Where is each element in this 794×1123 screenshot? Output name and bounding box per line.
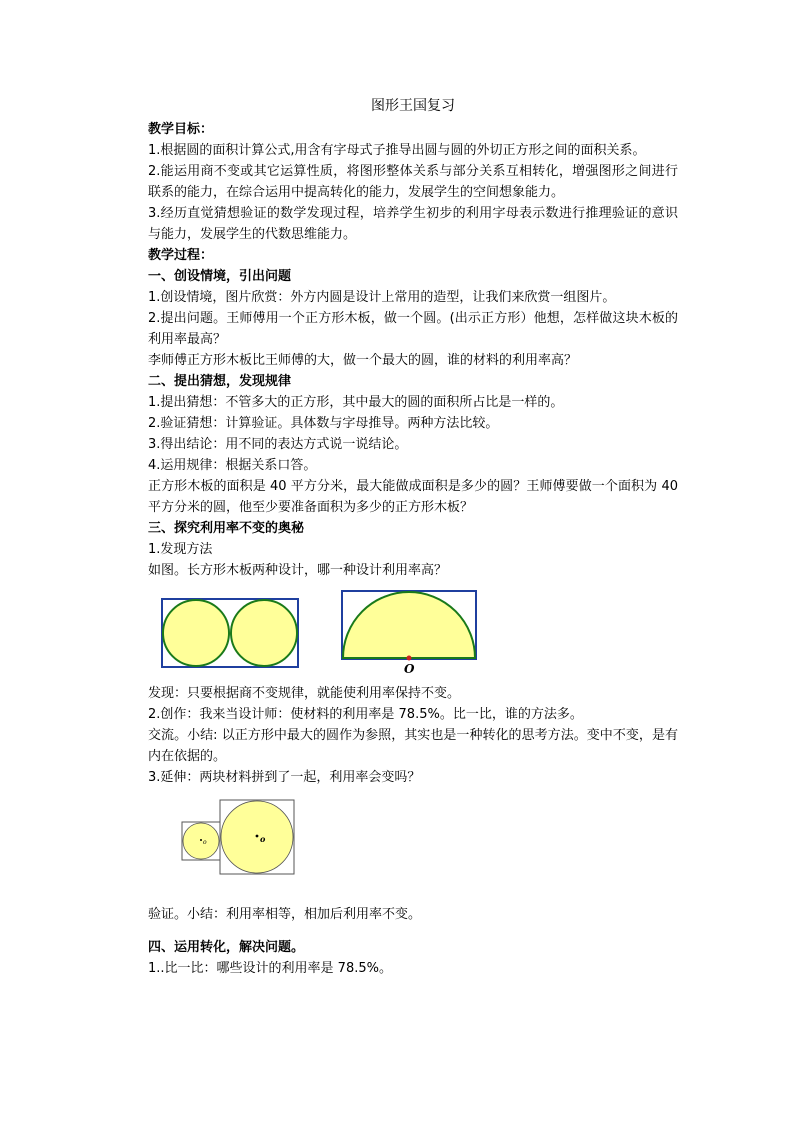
- figure-rectangle-designs: [148, 587, 678, 679]
- process-heading: 教学过程：: [148, 248, 214, 263]
- large-circle-label: o: [260, 834, 266, 844]
- section2-item: 1.提出猜想：不管多大的正方形，其中最大的圆的面积所占比是一样的。: [148, 395, 564, 410]
- section3-after-item: 2.创作：我来当设计师：使材料的利用率是 78.5%。比一比，谁的方法多。: [148, 707, 583, 722]
- section2-item: 4.运用规律：根据关系口答。: [148, 458, 317, 473]
- design1-circle-left: [163, 600, 229, 666]
- figure-combined-squares: [148, 796, 678, 896]
- objectives-heading: 教学目标：: [148, 122, 214, 137]
- combined-squares-svg: [178, 796, 308, 892]
- section2-item: 3.得出结论：用不同的表达方式说一说结论。: [148, 437, 408, 452]
- design2-center-point: [407, 656, 412, 661]
- section2-item: 2.验证猜想：计算验证。具体数与字母推导。两种方法比较。: [148, 416, 499, 431]
- section1-heading: 一、创设情境，引出问题: [148, 269, 292, 284]
- objective-item: 3.经历直觉猜想验证的数学发现过程，培养学生初步的利用字母表示数进行推理验证的意识与能力，发展学生的代数思维能力。: [148, 206, 678, 242]
- section3-item: 1.发现方法: [148, 542, 213, 557]
- objective-item: 1.根据圆的面积计算公式,用含有字母式子推导出圆与圆的外切正方形之间的面积关系。: [148, 143, 646, 158]
- document-content: [148, 96, 678, 979]
- objective-item: 2.能运用商不变或其它运算性质，将图形整体关系与部分关系互相转化，增强图形之间进行联系的能力，在综合运用中提高转化的能力，发展学生的空间想象能力。: [148, 164, 678, 200]
- design1-circle-right: [231, 600, 297, 666]
- large-circle-center: [256, 835, 259, 838]
- section2-item: 正方形木板的面积是 40 平方分米，最大能做成面积是多少的圆？王师傅要做一个面积为 40 平方分米的圆，他至少要准备面积为多少的正方形木板？: [148, 479, 678, 515]
- section3-heading: 三、探究利用率不变的奥秘: [148, 521, 305, 536]
- section3-conclusion: 验证。小结：利用率相等，相加后利用率不变。: [148, 907, 422, 922]
- section3-after-item: 发现：只要根据商不变规律，就能使利用率保持不变。: [148, 686, 461, 701]
- section1-item: 1.创设情境，图片欣赏：外方内圆是设计上常用的造型，让我们来欣赏一组图片。: [148, 290, 616, 305]
- design2-center-label: O: [404, 662, 415, 675]
- rectangle-designs-svg: [160, 587, 490, 675]
- section3-item: 如图。长方形木板两种设计，哪一种设计利用率高？: [148, 563, 448, 578]
- small-circle-label: o: [203, 839, 207, 846]
- design2-semicircle: [343, 592, 475, 658]
- section3-after-item: 3.延伸：两块材料拼到了一起，利用率会变吗？: [148, 770, 421, 785]
- section1-item: 李师傅正方形木板比王师傅的大，做一个最大的圆，谁的材料的利用率高？: [148, 353, 578, 368]
- section-spacer: [148, 925, 678, 937]
- section3-after-item: 交流。小结: 以正方形中最大的圆作为参照，其实也是一种转化的思考方法。变中不变，是有内在依据的。: [148, 728, 678, 764]
- section4-item: 1..比一比：哪些设计的利用率是 78.5%。: [148, 961, 392, 976]
- section2-heading: 二、提出猜想，发现规律: [148, 374, 292, 389]
- page-title: 图形王国复习: [371, 98, 455, 114]
- section1-item: 2.提出问题。王师傅用一个正方形木板，做一个圆。(出示正方形）他想，怎样做这块木板的利用率最高？: [148, 311, 678, 347]
- section4-heading: 四、运用转化，解决问题。: [148, 940, 305, 955]
- small-circle-center: [200, 839, 202, 841]
